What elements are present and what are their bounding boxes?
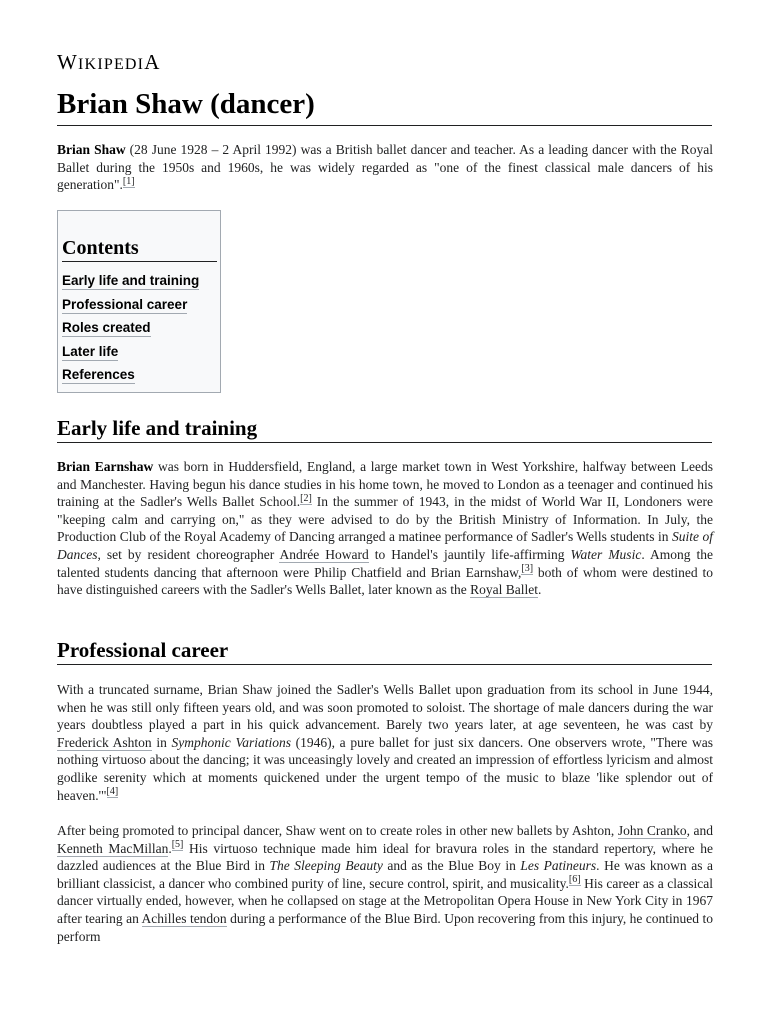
reference-link-1[interactable]: [1] (122, 175, 135, 187)
career-p2-text-2: , and (686, 823, 713, 838)
toc-title: Contents (62, 237, 217, 262)
wikipedia-wordmark[interactable] (57, 50, 161, 75)
link-kenneth-macmillan[interactable]: Kenneth MacMillan (57, 840, 169, 856)
link-john-cranko[interactable]: John Cranko (617, 823, 687, 838)
toc-item-later-life[interactable]: Later life (62, 344, 119, 359)
career-p1-text-1: With a truncated surname, Brian Shaw joined the Sadler's Wells Ballet upon graduation from its school in June 1944, when he was still only fifteen years old, and was soon promoted to soloist. The shortage of male dancers during the war years doubtless played a part in his quick advancement. Barely two years later, at age seventeen, he was cast by (57, 682, 713, 733)
career-p2-text-5: and as the Blue Boy in (382, 858, 521, 874)
intro-paragraph (57, 141, 713, 194)
early-italic-water-music: Water Music (570, 546, 642, 562)
early-bold-name: Brian Earnshaw (57, 459, 154, 474)
career-paragraph-1 (57, 681, 713, 804)
reference-link-6[interactable]: [6] (568, 874, 581, 886)
link-frederick-ashton[interactable]: Frederick Ashton (57, 734, 152, 750)
early-italic-suite: Suite of Dances (57, 529, 713, 562)
early-text-4: to Handel's jauntily life-affirming (368, 546, 571, 562)
toc-item-professional-career[interactable]: Professional career (62, 297, 188, 312)
early-text-5: . Among the talented students dancing that afternoon were Philip Chatfield and Brian Earnshaw, (57, 546, 713, 580)
early-text-6: both of whom were destined to have distinguished careers with the Sadler's Wells Ballet, later known as the (57, 564, 714, 598)
career-p2-text-6: . He was known as a brilliant classicist, a dancer who combined purity of line, secure control, spirit, and musicality. (57, 858, 713, 891)
toc-item-references[interactable]: References (62, 367, 135, 382)
early-text-1: was born in Huddersfield, England, a large market town in West Yorkshire, halfway between Leeds and Manchester. Having begun his dance studies in his home town, he moved to London as a teenager and continued his training at the Sadler's Wells Ballet School. (57, 459, 713, 510)
career-p2-text-7: His career as a classical dancer virtually ended, however, when he collapsed on stage at the Metropolitan Opera House in New York City in 1967 after tearing an (57, 875, 713, 926)
reference-link-2[interactable]: [2] (300, 492, 312, 504)
early-text-7: . (538, 582, 542, 598)
section-heading-professional-career: Professional career (57, 636, 712, 665)
reference-link-5[interactable]: [5] (171, 839, 184, 851)
career-italic-les-patineurs: Les Patineurs (520, 858, 597, 874)
career-italic-symphonic: Symphonic Variations (171, 734, 291, 750)
early-text-3: , set by resident choreographer (97, 546, 280, 562)
career-p1-text-3: (1946), a pure ballet for just six dancers. One observers wrote, "There was nothing virtuoso about the dancing; it was unceasingly lovely and created an impression of effortless lyricism and almost godlike serenity which at moments quickened under the urgent tempo of the music to blaze 'like splendor out of heaven.'" (57, 734, 713, 803)
wordmark-last-letter: A (144, 50, 161, 74)
career-p1-text-2: in (151, 734, 172, 750)
career-paragraph-2 (57, 822, 713, 945)
link-achilles-tendon[interactable]: Achilles tendon (141, 910, 227, 926)
table-of-contents (57, 210, 221, 393)
wordmark-first-letter: W (57, 50, 79, 74)
toc-item-roles-created[interactable]: Roles created (62, 320, 151, 335)
intro-bold-name: Brian Shaw (57, 142, 126, 157)
section-heading-early-life: Early life and training (57, 414, 712, 443)
toc-item-early-life[interactable]: Early life and training (62, 273, 200, 288)
career-p2-text-3: . (168, 840, 172, 856)
intro-text: (28 June 1928 – 2 April 1992) was a British ballet dancer and teacher. As a leading dancer with the Royal Ballet during the 1950s and 1960s, he was widely regarded as "one of the finest classical male dancers of his generation". (57, 142, 713, 193)
early-life-paragraph (57, 458, 713, 599)
wordmark-middle: IKIPEDI (78, 56, 145, 73)
career-p2-text-1: After being promoted to principal dancer, Shaw went on to create roles in other new ballets by Ashton, (57, 823, 618, 838)
career-p2-text-4: His virtuoso technique made him ideal for bravura roles in the standard repertory, where he dazzled audiences at the Blue Bird in (57, 840, 713, 874)
link-royal-ballet[interactable]: Royal Ballet (470, 582, 538, 598)
link-andree-howard[interactable]: Andrée Howard (279, 546, 369, 562)
reference-link-4[interactable]: [4] (106, 786, 119, 798)
early-text-2: In the summer of 1943, in the midst of World War II, Londoners were "keeping calm and carrying on," as they were advised to do by the British Ministry of Information. In July, the Production Club of the Royal Academy of Dancing arranged a matinee performance of Sadler's Wells students in (57, 494, 713, 545)
reference-link-3[interactable]: [3] (521, 563, 534, 575)
career-p2-text-8: during a performance of the Blue Bird. Upon recovering from this injury, he continued to perform (57, 910, 713, 944)
career-italic-sleeping-beauty: The Sleeping Beauty (269, 858, 383, 874)
page-title: Brian Shaw (dancer) (57, 84, 712, 126)
